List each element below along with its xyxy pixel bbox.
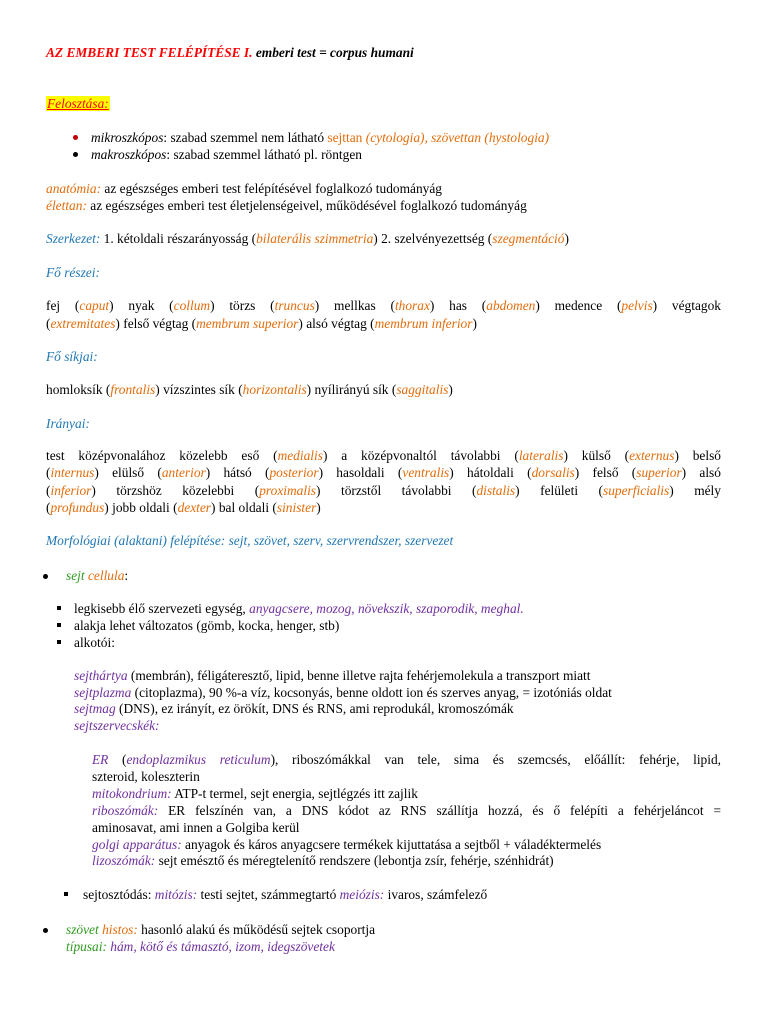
latin-term: ventralis — [402, 465, 450, 480]
fo-reszei-line1 — [46, 297, 721, 314]
szovet-term: szövet — [66, 922, 99, 937]
fo-sikjai-heading: Fő síkjai: — [46, 349, 98, 364]
elettan-term: élettan: — [46, 198, 87, 213]
latin-term: inferior — [50, 483, 92, 498]
list-item-makro — [91, 146, 362, 163]
sejt-heading — [66, 567, 128, 584]
mag-line — [74, 700, 514, 717]
mikro-sejttan: sejttan — [327, 130, 363, 145]
text: ) — [316, 500, 321, 515]
title-sub: emberi test = corpus humani — [255, 45, 414, 60]
iranyai-line4 — [46, 499, 321, 516]
text: homloksík ( — [46, 382, 111, 397]
text: ) mély — [669, 483, 721, 498]
latin-term: saggitalis — [396, 382, 449, 397]
latin-term: abdomen — [486, 298, 536, 313]
text: ) külső ( — [563, 448, 630, 463]
text: ) hátoldali ( — [449, 465, 532, 480]
latin-term: medialis — [277, 448, 323, 463]
er-term: ER — [92, 752, 109, 767]
latin-term: posterior — [269, 465, 319, 480]
latin-term: membrum superior — [196, 316, 299, 331]
latin-term: thorax — [394, 298, 430, 313]
anatomia-term: anatómia: — [46, 181, 102, 196]
bullet-dot-icon — [73, 152, 78, 157]
bullet-square-icon — [57, 623, 61, 627]
text: ATP-t termel, sejt energia, sejtlégzés itt zajlik — [171, 786, 418, 801]
text: test középvonalához közelebb eső ( — [46, 448, 278, 463]
text: ) felső végtag ( — [115, 316, 197, 331]
lizo-line — [92, 852, 554, 869]
text: ) nyak ( — [109, 298, 174, 313]
latin-term: lateralis — [518, 448, 564, 463]
er-line1 — [92, 751, 721, 768]
text: ( — [46, 483, 51, 498]
meiozis-term: meiózis: — [339, 887, 385, 902]
fo-reszei-line2 — [46, 315, 477, 332]
text: ) felső ( — [574, 465, 637, 480]
szovet-line — [66, 921, 375, 938]
anatomia-text: az egészséges emberi test felépítésével foglalkozó tudományág — [101, 181, 442, 196]
latin-term: internus — [50, 465, 95, 480]
bullet-square-icon — [57, 606, 61, 610]
mikro-text: : szabad szemmel nem látható — [163, 130, 325, 145]
latin-term: membrum inferior — [374, 316, 473, 331]
mikro-term: mikroszkópos — [91, 130, 164, 145]
text: ) — [472, 316, 477, 331]
szerkezet-l2: szegmentáció — [492, 231, 565, 246]
tipusai-list: hám, kötő és támasztó, izom, idegszövetek — [106, 939, 335, 954]
text: ER felszínén van, a DNS kódot az RNS szállítja hozzá, és ő felépíti a fehérjeláncot = — [158, 803, 721, 818]
text: ivaros, számfelező — [384, 887, 488, 902]
text: hasonló alakú és működésű sejtek csoportja — [137, 922, 376, 937]
sejt-latin: cellula — [87, 568, 125, 583]
ribo-line2: aminosavat, ami innen a Golgiba kerül — [92, 820, 300, 835]
szerkezet-l1: bilaterális szimmetria — [256, 231, 374, 246]
latin-term: pelvis — [621, 298, 653, 313]
text: ) törzs ( — [210, 298, 275, 313]
latin-term: proximalis — [259, 483, 317, 498]
fo-sikjai-line — [46, 381, 453, 398]
szovet-tipusai-line — [66, 938, 335, 955]
latin-term: horizontalis — [242, 382, 307, 397]
latin-term: dexter — [177, 500, 212, 515]
elettan-text: az egészséges emberi test életjelenségeivel, működésével foglalkozó tudományág — [86, 198, 527, 213]
mitozis-term: mitózis: — [154, 887, 198, 902]
text: ( — [46, 465, 51, 480]
text: ) bal oldali ( — [211, 500, 277, 515]
latin-term: frontalis — [110, 382, 156, 397]
iranyai-line3 — [46, 482, 721, 499]
text: ) végtagok — [652, 298, 721, 313]
mito-term: mitokondrium: — [92, 786, 172, 801]
sejt-b1-list: anyagcsere, mozog, növekszik, szaporodik, meghal. — [249, 601, 524, 616]
text: ) hátsó ( — [205, 465, 270, 480]
bullet-dot-icon — [43, 928, 48, 933]
makro-term: makroszkópos — [91, 147, 167, 162]
plazma-line — [74, 684, 612, 701]
szerkezet-t2: ) 2. szelvényezettség ( — [373, 231, 493, 246]
latin-term: profundus — [50, 500, 105, 515]
latin-term: sinister — [276, 500, 317, 515]
text: ) vízszintes sík ( — [155, 382, 243, 397]
elettan-line — [46, 197, 527, 214]
bullet-dot-icon — [43, 574, 48, 579]
text: ( — [108, 752, 127, 767]
text: ) has ( — [429, 298, 487, 313]
morfologiai-heading: Morfológiai (alaktani) felépítése: sejt, szövet, szerv, szervrendszer, szervezet — [46, 533, 454, 548]
mikro-latin: (cytologia), szövettan (hystologia) — [365, 130, 550, 145]
makro-text: : szabad szemmel látható pl. röntgen — [166, 147, 362, 162]
szerkezet-line — [46, 230, 569, 247]
bullet-dot-icon — [73, 135, 78, 140]
text: ) nyílirányú sík ( — [306, 382, 397, 397]
text: ) hasoldali ( — [318, 465, 403, 480]
latin-term: externus — [629, 448, 675, 463]
plazma-term: sejtplazma — [74, 685, 132, 700]
text: ) törzshöz közelebbi ( — [91, 483, 260, 498]
latin-term: anterior — [161, 465, 206, 480]
text: (DNS), ez irányít, ez örökít, DNS és RNS, ami reprodukál, kromoszómák — [115, 701, 514, 716]
text: testi sejtet, számmegtartó — [197, 887, 340, 902]
iranyai-line1 — [46, 447, 721, 464]
text: anyagok és káros anyagcsere termékek kijuttatása a sejtből + váladéktermelés — [181, 837, 602, 852]
fo-reszei-heading: Fő részei: — [46, 265, 100, 280]
szerkezet-t3: ) — [564, 231, 569, 246]
latin-term: collum — [173, 298, 211, 313]
latin-term: dorsalis — [531, 465, 575, 480]
osztodas-line — [83, 886, 487, 903]
text: ) belső — [674, 448, 721, 463]
iranyai-heading: Irányai: — [46, 416, 90, 431]
text: ) alsó végtag ( — [298, 316, 375, 331]
sejt-term: sejt — [66, 568, 85, 583]
iranyai-line2 — [46, 464, 721, 481]
mag-term: sejtmag — [74, 701, 116, 716]
hartya-line — [74, 667, 590, 684]
section-felosztasa — [46, 95, 110, 112]
text: ( — [46, 500, 51, 515]
text: ) medence ( — [535, 298, 622, 313]
anatomia-line — [46, 180, 442, 197]
text: ) törzstől távolabbi ( — [316, 483, 477, 498]
bullet-square-icon — [57, 640, 61, 644]
text: ) alsó — [681, 465, 721, 480]
latin-term: extremitates — [50, 316, 116, 331]
hartya-term: sejthártya — [74, 668, 128, 683]
text: ), féligáteresztő, lipid, benne illetve rajta fehérjemolekula a transzport miatt — [185, 668, 591, 683]
golgi-term: golgi apparátus: — [92, 837, 182, 852]
ribo-line1 — [92, 802, 721, 819]
latin-term: superficialis — [603, 483, 670, 498]
text: ) — [448, 382, 453, 397]
text: ) jobb oldali ( — [104, 500, 178, 515]
lizo-term: lizoszómák: — [92, 853, 156, 868]
sejt-b3: alkotói: — [74, 635, 115, 650]
text: fej ( — [46, 298, 80, 313]
er-line2: szteroid, koleszterin — [92, 769, 200, 784]
szovet-latin: histos: — [102, 922, 138, 937]
latin-term: distalis — [476, 483, 516, 498]
latin-term: truncus — [274, 298, 315, 313]
er-latin: endoplazmikus reticulum — [126, 752, 271, 767]
ribo-term: riboszómák: — [92, 803, 159, 818]
sejt-b2: alakja lehet változatos (gömb, kocka, henger, stb) — [74, 618, 340, 633]
szervecskek-heading: sejtszervecskék: — [74, 718, 160, 733]
text: sejt emésztő és méregtelenítő rendszere (lebontja zsír, fehérje, szénhidrát) — [155, 853, 554, 868]
title-main: AZ EMBERI TEST FELÉPÍTÉSE I. — [46, 45, 253, 60]
tipusai-term: típusai: — [66, 939, 107, 954]
felosztasa-heading: Felosztása: — [47, 96, 109, 111]
sejt-b1 — [74, 600, 524, 617]
text: ) felületi ( — [515, 483, 604, 498]
bullet-square-icon — [64, 892, 68, 896]
text: legkisebb élő szervezeti egység, — [74, 601, 250, 616]
text: ) a középvonaltól távolabbi ( — [322, 448, 519, 463]
list-item-mikro — [91, 129, 549, 146]
szerkezet-t1: 1. kétoldali részarányosság ( — [100, 231, 257, 246]
szerkezet-term: Szerkezet: — [46, 231, 101, 246]
document-title — [46, 44, 414, 61]
mito-line — [92, 785, 418, 802]
latin-term: caput — [79, 298, 110, 313]
text: sejtosztódás: — [83, 887, 155, 902]
text: (citoplazma — [131, 685, 198, 700]
text: (membrán — [127, 668, 186, 683]
colon: : — [124, 568, 129, 583]
text: ) elülső ( — [94, 465, 162, 480]
text: ( — [46, 316, 51, 331]
golgi-line — [92, 836, 601, 853]
text: ) mellkas ( — [314, 298, 395, 313]
latin-term: superior — [636, 465, 682, 480]
text: ), 90 %-a víz, kocsonyás, benne oldott ion és szerves anyag, = izotóniás oldat — [197, 685, 612, 700]
text: ), riboszómákkal van tele, sima és szemcsés, előállít: fehérje, lipid, — [270, 752, 722, 767]
